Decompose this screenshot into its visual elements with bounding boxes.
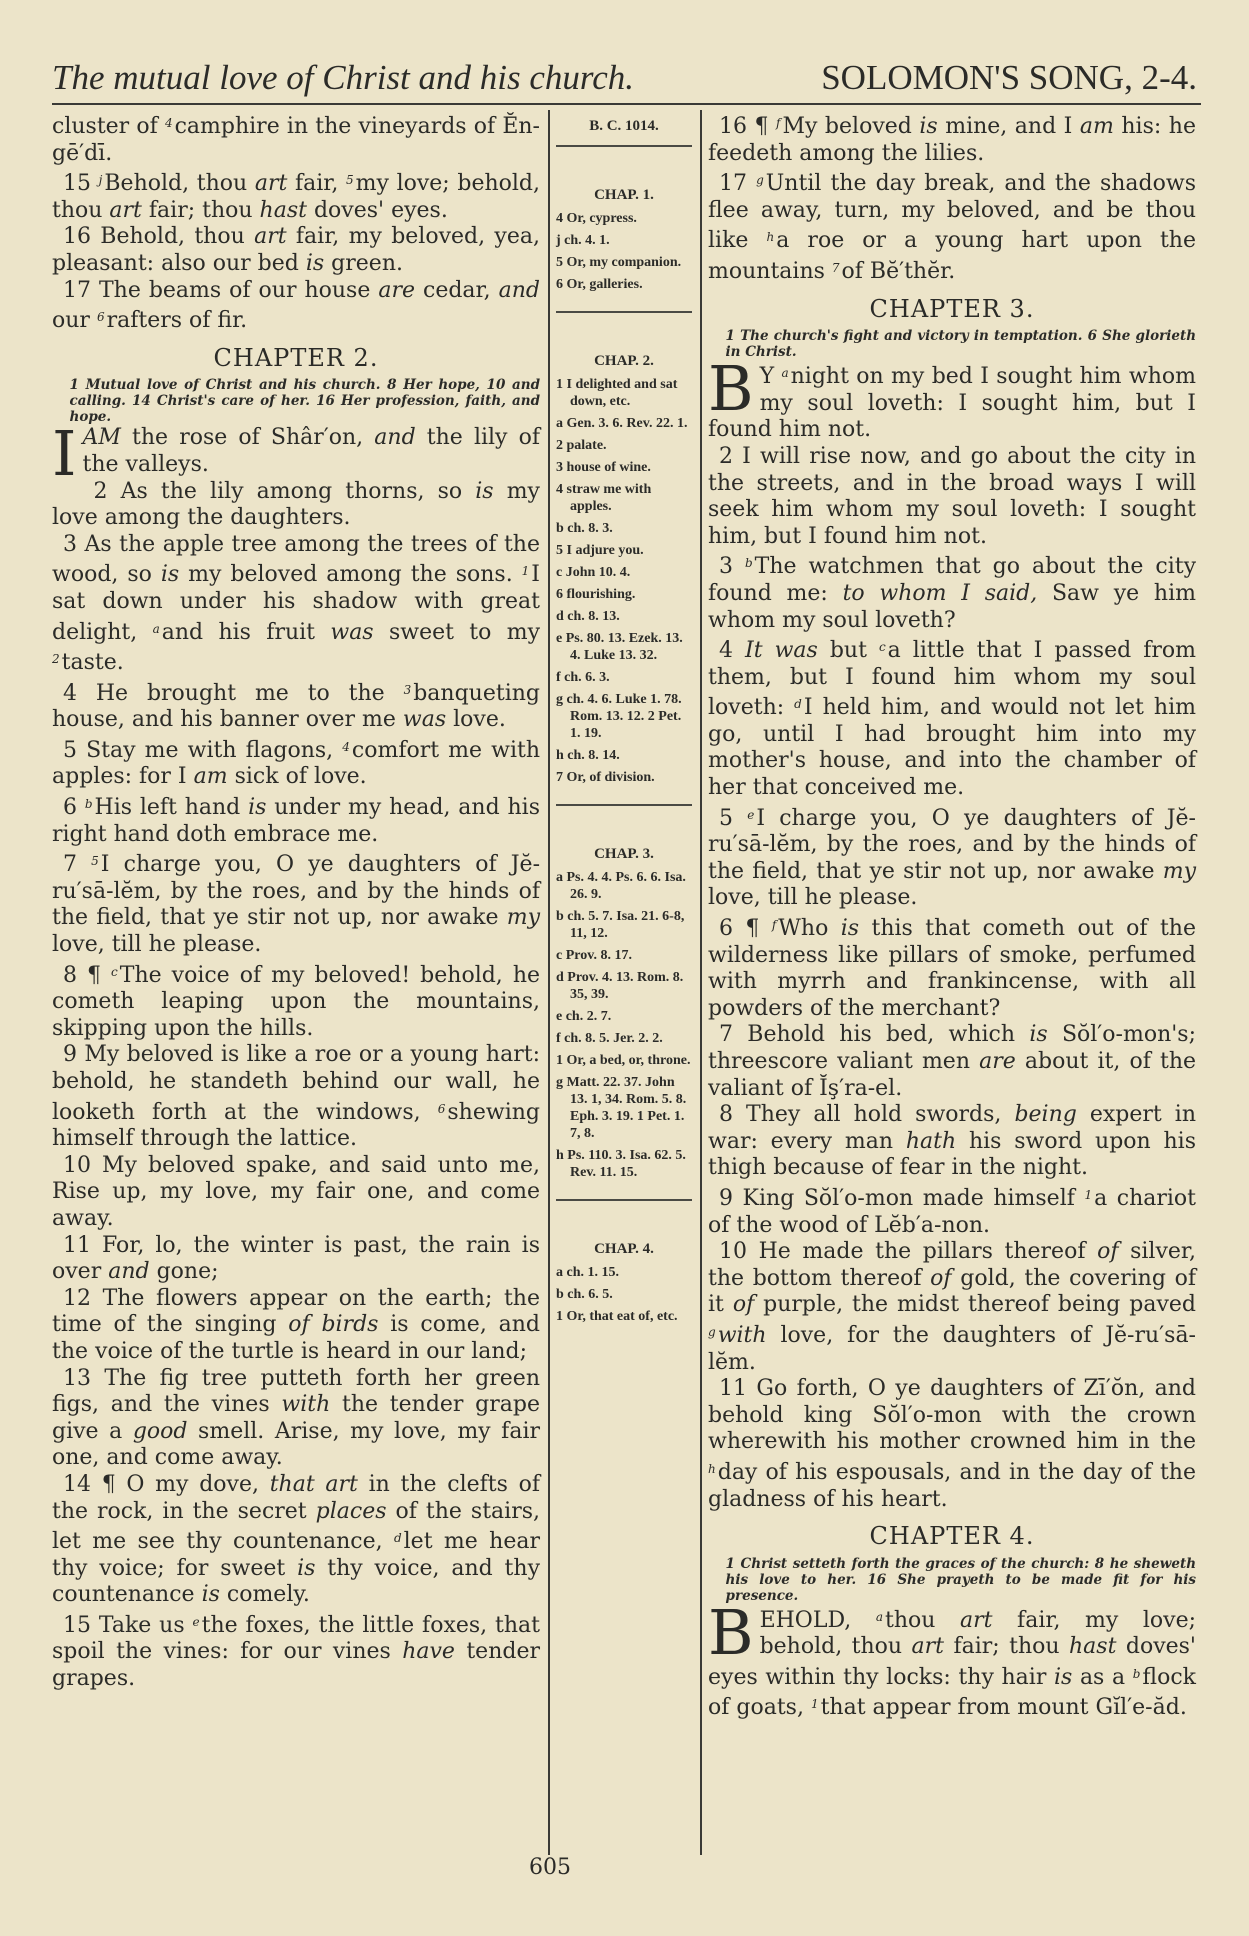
verse-text: day of his espousals, and in the day of the gladness of his heart. bbox=[708, 1459, 1196, 1512]
verse bbox=[708, 1102, 1196, 1182]
verse-text: 15 Take us bbox=[63, 1612, 193, 1638]
verse-text: green. bbox=[324, 250, 403, 276]
italic-word: hath bbox=[905, 1128, 957, 1154]
italic-word: and bbox=[498, 277, 540, 303]
margin-note: e ch. 2. 7. bbox=[556, 1009, 612, 1024]
reference-mark: 7 bbox=[831, 260, 840, 275]
margin-note: b ch. 8. 3. bbox=[556, 521, 613, 536]
italic-word: art bbox=[911, 1634, 944, 1660]
verse bbox=[52, 1286, 540, 1366]
verse-text: gold, the covering of it bbox=[708, 1265, 1196, 1318]
verse-text: 3 bbox=[719, 554, 745, 580]
verse-text: I held him, and would not let him go, until I had brought him into my mother's house, and into the chamber of her that conceived me. bbox=[708, 695, 1196, 801]
italic-word: Her hope, bbox=[403, 377, 480, 394]
italic-word: She prayeth to be made fit for his presence. bbox=[725, 1571, 1196, 1604]
verse bbox=[708, 1595, 1196, 1722]
verse-text: 4 bbox=[719, 638, 746, 664]
verse-text: 15 bbox=[63, 171, 99, 197]
verse-text: Sŏl′o-mon's; threescore valiant men bbox=[708, 1022, 1196, 1074]
italic-word: are bbox=[378, 277, 416, 303]
verse-text: purple, the midst thereof being paved bbox=[754, 1292, 1196, 1318]
verse bbox=[52, 848, 540, 958]
reference-mark: e bbox=[192, 1614, 200, 1629]
verse-text: 8 ¶ bbox=[63, 962, 112, 988]
verse-text: 1 bbox=[725, 1555, 741, 1572]
margin-date: B. C. 1014. bbox=[589, 118, 659, 134]
verse-text: 2 I will rise now, and go about the city in the streets, and in the broad ways I will seek him whom my soul loveth: I sought him, but I found him not. bbox=[708, 443, 1196, 549]
italic-word: is bbox=[305, 250, 325, 276]
verse bbox=[52, 479, 540, 532]
verse bbox=[708, 1182, 1196, 1239]
verse-text: flock of goats, bbox=[708, 1664, 1196, 1721]
italic-word: is bbox=[919, 114, 938, 139]
verse-text: camphire in the vineyards of Ĕn-gē′dī. bbox=[52, 114, 540, 166]
verse-text: comfort me with apples: for I bbox=[52, 737, 541, 790]
margin-chapter-head: CHAP. 3. bbox=[594, 846, 654, 862]
verse-text: the tender grape give a bbox=[52, 1392, 540, 1444]
reference-mark: b bbox=[84, 797, 93, 812]
verse-text: under my head, and his right hand doth embrace me. bbox=[52, 795, 540, 847]
verse-text: 10 bbox=[479, 377, 512, 394]
reference-mark: b bbox=[1132, 1666, 1141, 1681]
verse bbox=[52, 1366, 540, 1472]
italic-word: hast bbox=[1069, 1634, 1117, 1660]
italic-word: is bbox=[1029, 1022, 1048, 1048]
verse-text: I charge you, O ye daughters of Jĕ-ru′sā-lĕm, by the roes, and by the hinds of the field, that ye stir not up, nor awake bbox=[52, 852, 540, 931]
verse-text: 12 The flowers appear on the earth; the time of the singing bbox=[52, 1285, 540, 1338]
verse-text: 17 bbox=[719, 171, 757, 197]
verse-text: Behold, thou bbox=[104, 171, 255, 197]
italic-word: is bbox=[201, 1582, 220, 1608]
margin-note: 7 Or, of division. bbox=[556, 770, 655, 785]
margin-note: 5 I adjure you. bbox=[556, 543, 644, 558]
verse bbox=[708, 352, 1196, 444]
italic-word: She glorieth in Christ. bbox=[725, 328, 1197, 361]
verse bbox=[708, 550, 1196, 634]
verse-text: a roe or a young hart upon the mountains bbox=[708, 228, 1196, 284]
verse-text: 10 He made the pillars thereof bbox=[719, 1239, 1098, 1265]
verse-text: his sword upon his thigh because of fear in the night. bbox=[708, 1128, 1196, 1181]
margin-note: 5 Or, my companion. bbox=[556, 255, 682, 270]
verse-text: 8 They all hold swords, bbox=[719, 1102, 1015, 1128]
reference-mark: c bbox=[111, 964, 118, 979]
margin-note: d Prov. 4. 13. Rom. 8. 35, 39. bbox=[556, 970, 684, 1002]
verse-text: 13 The fig tree putteth forth her green figs, and the vines bbox=[52, 1365, 540, 1418]
italic-word: of birds bbox=[288, 1312, 379, 1338]
verse-text: The watchmen that go about the city found me: bbox=[708, 554, 1196, 606]
margin-note: a Ps. 4. 4. Ps. 6. 6. Isa. 26. 9. bbox=[556, 870, 686, 902]
verse-text: The voice of my beloved! behold, he cometh leaping upon the mountains, skipping upon the hills. bbox=[52, 962, 541, 1041]
verse-text: 9 My beloved is like a roe or a young hart: behold, he standeth behind our wall, he looketh forth at the windows, bbox=[52, 1042, 540, 1125]
verse-text: cedar, bbox=[415, 277, 499, 303]
verse bbox=[708, 1022, 1196, 1102]
verse-text: that appear from mount Gĭl′e-ăd. bbox=[820, 1695, 1187, 1721]
verse-text: love. bbox=[446, 707, 506, 733]
verse-text: 9 King Sŏl′o-mon made himself bbox=[719, 1185, 1085, 1211]
chapter-heading: CHAPTER 4. bbox=[869, 1522, 1035, 1551]
verse bbox=[708, 1239, 1196, 1376]
verse-text: love, for the daughters of Jĕ-ru′sā-lĕm. bbox=[708, 1322, 1196, 1375]
verse-text: but bbox=[817, 638, 879, 664]
reference-mark: g bbox=[756, 173, 764, 188]
verse-text: I sat down under his shadow with great delight, bbox=[52, 562, 540, 645]
margin-note: 4 straw me with apples. bbox=[556, 482, 652, 514]
verse-text: comely. bbox=[219, 1582, 310, 1608]
verse-text: is come, and the voice of the turtle is heard in our land; bbox=[52, 1312, 540, 1364]
verse-text: 3 As the apple tree among the trees of the wood, so bbox=[52, 531, 540, 588]
verse-text: 14 bbox=[125, 393, 157, 410]
reference-mark: 1 bbox=[810, 1697, 819, 1712]
verse-text: banqueting house, and his banner over me bbox=[52, 680, 540, 733]
verse-text: cluster of bbox=[52, 114, 165, 139]
verse bbox=[52, 677, 540, 734]
italic-word: of bbox=[930, 1265, 952, 1291]
chapter-heading: CHAPTER 3. bbox=[869, 294, 1035, 323]
verse bbox=[52, 110, 540, 167]
italic-word: good bbox=[132, 1418, 188, 1444]
italic-word: is bbox=[248, 795, 267, 821]
margin-note: h ch. 8. 14. bbox=[556, 748, 620, 763]
reference-mark: 6 bbox=[96, 310, 105, 325]
verse bbox=[52, 1153, 540, 1233]
italic-word: AM bbox=[82, 425, 121, 451]
verse-text: 10 My beloved spake, and said unto me, Rise up, my love, my fair one, and come away. bbox=[52, 1152, 540, 1231]
margin-note: 6 flourishing. bbox=[556, 587, 636, 602]
verse bbox=[708, 1376, 1196, 1513]
margin-note: b ch. 6. 5. bbox=[556, 1287, 613, 1302]
verse-text: mine, and I bbox=[937, 114, 1080, 139]
verse-text: let me hear thy voice; for sweet bbox=[52, 1529, 540, 1581]
margin-chapter-head: CHAP. 4. bbox=[594, 1241, 654, 1257]
italic-word: to whom I said, bbox=[842, 580, 1038, 606]
reference-mark: j bbox=[98, 173, 103, 188]
reference-mark: g bbox=[708, 1324, 716, 1339]
verse bbox=[708, 634, 1196, 802]
verse-text: doves' eyes within thy locks: thy hair bbox=[708, 1634, 1196, 1690]
verse-text: Who bbox=[778, 916, 841, 942]
margin-note: 1 Or, a bed, or, throne. bbox=[556, 1053, 691, 1068]
verse-text: thy voice, and thy countenance bbox=[52, 1555, 540, 1608]
verse-text: smell. Arise, my love, my fair one, and come away. bbox=[52, 1418, 540, 1471]
italic-word: art bbox=[960, 1607, 993, 1633]
verse bbox=[52, 224, 540, 277]
verse-text: 16 bbox=[310, 393, 341, 410]
verse-text: 16 Behold, thou bbox=[63, 224, 255, 250]
verse-text: 8 bbox=[1089, 1555, 1110, 1572]
verse-text: and his fruit bbox=[161, 619, 331, 645]
reference-mark: a bbox=[781, 366, 789, 381]
italic-word: with bbox=[281, 1392, 331, 1418]
italic-word: of bbox=[1097, 1239, 1119, 1265]
verse-text: shewing himself through the lattice. bbox=[52, 1099, 540, 1152]
margin-rule bbox=[556, 1199, 692, 1201]
verse-text: love, till he please. bbox=[708, 885, 918, 911]
reference-mark: 1 bbox=[521, 564, 530, 579]
verse-text: 7 Behold his bed, which bbox=[719, 1022, 1030, 1048]
italic-word: It was bbox=[745, 638, 818, 664]
reference-mark: f bbox=[771, 918, 777, 933]
verse-text: the rose of Shâr′on, bbox=[120, 425, 375, 451]
chapter-summary bbox=[708, 328, 1196, 360]
italic-word: my bbox=[506, 905, 540, 931]
header-rule bbox=[52, 103, 1201, 105]
verse-text: 6 bbox=[1082, 328, 1103, 345]
verse-text: night on my bed I sought him whom my soul loveth: I sought him, but I found him not. bbox=[708, 364, 1196, 443]
verse-text: silver, the bottom thereof bbox=[708, 1239, 1196, 1291]
margin-note: a Gen. 3. 6. Rev. 22. 1. bbox=[556, 416, 688, 431]
verse-text: doves' eyes. bbox=[306, 197, 448, 223]
verse-text: 16 ¶ bbox=[719, 114, 777, 139]
reference-mark: h bbox=[708, 1461, 716, 1476]
verse-text: 1 bbox=[69, 377, 86, 394]
verse-text: rafters of fir. bbox=[106, 308, 248, 334]
verse-text: the lily of the valleys. bbox=[82, 425, 540, 477]
italic-word: am bbox=[1079, 114, 1114, 139]
margin-note: 2 palate. bbox=[556, 438, 607, 453]
verse-text: 4 He brought me to the bbox=[63, 680, 404, 706]
verse-text: a little that I passed from them, but I found him whom my soul loveth: bbox=[708, 638, 1196, 721]
italic-word: art bbox=[254, 171, 288, 197]
italic-word: are bbox=[979, 1049, 1016, 1074]
italic-word: being bbox=[1014, 1102, 1077, 1128]
verse-text: the foxes, the little foxes, that spoil the vines: for our vines bbox=[52, 1612, 540, 1665]
verse-text: I charge you, O ye daughters of Jĕ-ru′sā-lĕm, by the roes, and by the hinds of the field, that ye stir not up, nor awake bbox=[708, 805, 1196, 884]
verse-text: His left hand bbox=[94, 795, 249, 821]
verse-text: 11 For, lo, the winter is past, the rain is over bbox=[52, 1232, 540, 1285]
verse bbox=[52, 167, 540, 224]
reference-mark: b bbox=[744, 556, 753, 571]
italic-word: is bbox=[840, 916, 860, 942]
italic-word: of bbox=[732, 1292, 755, 1318]
verse bbox=[52, 791, 540, 848]
italic-word: is bbox=[475, 478, 494, 504]
verse bbox=[52, 278, 540, 335]
column-divider-left bbox=[548, 110, 550, 1855]
verse-text: his: he feedeth among the lilies. bbox=[708, 114, 1196, 166]
running-head-left: The mutual love of Christ and his church. bbox=[52, 58, 635, 97]
margin-note: 1 Or, that eat of, etc. bbox=[556, 1309, 678, 1324]
marginal-references bbox=[556, 112, 692, 1330]
verse-text: love, till he please. bbox=[52, 932, 262, 958]
verse-text: fair, bbox=[287, 171, 346, 197]
italic-word: am bbox=[193, 764, 228, 790]
margin-note: h Ps. 110. 3. Isa. 62. 5. Rev. 11. 15. bbox=[556, 1148, 686, 1180]
verse bbox=[52, 532, 540, 677]
reference-mark: 4 bbox=[342, 739, 350, 754]
verse-text: my love; behold, thou bbox=[52, 171, 540, 223]
verse-text: My beloved bbox=[782, 114, 920, 139]
chapter-heading: CHAPTER 2. bbox=[213, 343, 379, 372]
italic-word: my bbox=[1162, 858, 1196, 884]
italic-word: places bbox=[315, 1498, 387, 1524]
margin-note: g Matt. 22. 37. John 13. 1, 34. Rom. 5. 8. Eph. 3. 19. 1 Pet. 1. 7, 8. bbox=[556, 1075, 687, 1141]
italic-word: art bbox=[109, 197, 142, 223]
verse-text: my beloved among the sons. bbox=[179, 562, 522, 588]
italic-word: he sheweth his love to her. bbox=[725, 1555, 1197, 1588]
running-head-right: SOLOMON'S SONG, 2-4. bbox=[821, 58, 1197, 97]
verse-text: a chariot of the wood of Lĕb′a-non. bbox=[708, 1185, 1196, 1238]
margin-note: j ch. 4. 1. bbox=[556, 233, 610, 248]
verse-text: my love among the daughters. bbox=[52, 478, 540, 531]
verse-text: taste. bbox=[61, 650, 124, 676]
verse-text: 5 Stay me with flagons, bbox=[63, 737, 343, 763]
verse-text: Until the day break, and the shadows flee away, turn, my beloved, and be thou like bbox=[708, 171, 1196, 254]
margin-note: a ch. 1. 15. bbox=[556, 1265, 619, 1280]
margin-chapter-head: CHAP. 1. bbox=[594, 187, 654, 203]
italic-word: Her profession, faith, and hope. bbox=[69, 393, 541, 426]
verse-text: in the clefts of the rock, in the secret bbox=[52, 1471, 541, 1524]
verse-text: as a bbox=[1072, 1664, 1133, 1690]
column-divider-right bbox=[700, 110, 702, 1855]
italic-word: and bbox=[374, 425, 416, 451]
verse-text: 14 ¶ O my dove, bbox=[63, 1471, 270, 1497]
reference-mark: 4 bbox=[164, 116, 173, 130]
verse-text: 11 Go forth, O ye daughters of Zī′ŏn, and behold king Sŏl′o-mon with the crown wherewith his mother crowned him in the bbox=[708, 1376, 1196, 1455]
margin-note: 1 I delighted and sat down, etc. bbox=[556, 377, 678, 409]
verse bbox=[52, 1609, 540, 1693]
reference-mark: d bbox=[393, 1531, 402, 1546]
italic-word: Christ setteth forth the graces of the church: bbox=[740, 1555, 1090, 1572]
verse bbox=[708, 167, 1196, 285]
margin-chapter-head: CHAP. 2. bbox=[594, 353, 654, 369]
verse bbox=[708, 912, 1196, 1022]
italic-word: is bbox=[297, 1555, 316, 1581]
reference-mark: 6 bbox=[437, 1101, 446, 1116]
italic-word: Christ's care of her. bbox=[156, 393, 310, 410]
verse-text: 8 bbox=[380, 377, 404, 394]
italic-word: was bbox=[402, 707, 447, 733]
italic-word: that art bbox=[269, 1471, 358, 1497]
italic-word: was bbox=[330, 619, 374, 645]
verse-text: fair; thou bbox=[944, 1634, 1069, 1660]
verse-text: EHOLD, bbox=[759, 1607, 876, 1633]
verse-text: thou bbox=[885, 1607, 961, 1633]
chapter-summary bbox=[52, 377, 540, 425]
verse bbox=[52, 734, 540, 791]
italic-word: The church's fight and victory in temptation. bbox=[740, 328, 1083, 345]
verse-text: of Bĕ′thĕr. bbox=[841, 258, 956, 284]
italic-word: art bbox=[254, 224, 287, 250]
margin-note: 3 house of wine. bbox=[556, 460, 651, 475]
italic-word: hast bbox=[259, 197, 307, 223]
drop-cap: B bbox=[708, 1595, 754, 1669]
verse bbox=[52, 1042, 540, 1152]
margin-rule bbox=[556, 145, 692, 147]
reference-mark: 5 bbox=[91, 854, 99, 869]
verse-text: 5 bbox=[719, 805, 748, 831]
reference-mark: e bbox=[747, 807, 755, 822]
verse-text: gone; bbox=[149, 1259, 219, 1285]
margin-note: c Prov. 8. 17. bbox=[556, 948, 632, 963]
verse bbox=[708, 110, 1196, 167]
left-text-column bbox=[52, 110, 540, 1693]
verse-text: fair, my love; behold, thou bbox=[759, 1607, 1196, 1660]
verse-text: sweet to my bbox=[373, 619, 540, 645]
reference-mark: f bbox=[776, 116, 781, 130]
verse-text: 7 bbox=[63, 852, 92, 878]
verse-text: this that cometh out of the wilderness like pillars of smoke, perfumed with myrrh and frankincense, with all powders of the merchant? bbox=[708, 916, 1196, 1021]
verse-text: sick of love. bbox=[227, 764, 367, 790]
verse-text: about it, of the valiant of Ĭş′ra-el. bbox=[708, 1049, 1197, 1101]
verse-text: expert in war: every man bbox=[708, 1102, 1196, 1154]
verse-text: 6 ¶ bbox=[719, 916, 772, 942]
verse-text: tender grapes. bbox=[52, 1639, 540, 1692]
reference-mark: 2 bbox=[52, 652, 60, 667]
verse-text: 2 As the lily among thorns, so bbox=[93, 478, 476, 504]
reference-mark: h bbox=[766, 230, 775, 245]
italic-word: have bbox=[402, 1639, 455, 1665]
drop-cap: I bbox=[52, 417, 77, 491]
verse-text: fair, my beloved, yea, pleasant: also our bed bbox=[52, 224, 540, 276]
verse-text: 17 The beams of our house bbox=[63, 277, 379, 303]
verse bbox=[708, 444, 1196, 550]
italic-word: and calling. bbox=[69, 377, 541, 410]
page-number: 605 bbox=[529, 1855, 571, 1880]
margin-note: 6 Or, galleries. bbox=[556, 277, 643, 292]
reference-mark: a bbox=[875, 1609, 884, 1624]
margin-note: f ch. 6. 3. bbox=[556, 670, 610, 685]
verse bbox=[52, 1233, 540, 1286]
margin-rule bbox=[556, 311, 692, 313]
margin-note: 4 Or, cypress. bbox=[556, 211, 637, 226]
verse-text: 6 bbox=[63, 795, 85, 821]
verse bbox=[52, 959, 540, 1043]
margin-rule bbox=[556, 804, 692, 806]
margin-note: c John 10. 4. bbox=[556, 565, 631, 580]
italic-word: with bbox=[717, 1322, 767, 1348]
italic-word: is bbox=[160, 562, 180, 588]
margin-note: d ch. 8. 13. bbox=[556, 609, 620, 624]
margin-note: f ch. 8. 5. Jer. 2. 2. bbox=[556, 1031, 663, 1046]
italic-word: and bbox=[108, 1259, 150, 1285]
reference-mark: 3 bbox=[403, 682, 412, 697]
verse-text: fair; thou bbox=[141, 197, 260, 223]
verse-text: Saw ye him whom my soul loveth? bbox=[708, 580, 1196, 633]
reference-mark: 1 bbox=[1084, 1187, 1093, 1202]
margin-note: b ch. 5. 7. Isa. 21. 6-8, 11, 12. bbox=[556, 909, 685, 941]
margin-note: e Ps. 80. 13. Ezek. 13. 4. Luke 13. 32. bbox=[556, 631, 683, 663]
chapter-summary bbox=[708, 1556, 1196, 1604]
verse-text: of the stairs, let me see thy countenance, bbox=[52, 1498, 540, 1555]
reference-mark: 5 bbox=[346, 173, 354, 188]
verse bbox=[708, 802, 1196, 912]
verse-text: Y bbox=[759, 364, 782, 390]
right-text-column bbox=[708, 110, 1196, 1722]
verse-text: 1 bbox=[725, 328, 741, 345]
verse-text: our bbox=[52, 308, 97, 334]
reference-mark: d bbox=[794, 697, 802, 712]
verse bbox=[52, 1472, 540, 1609]
margin-note: g ch. 4. 6. Luke 1. 78. Rom. 13. 12. 2 Pet. 1. 19. bbox=[556, 692, 682, 741]
verse-text: 16 bbox=[856, 1571, 898, 1588]
italic-word: Mutual love of Christ and his church. bbox=[85, 377, 381, 394]
reference-mark: a bbox=[152, 621, 160, 636]
italic-word: is bbox=[1053, 1664, 1073, 1690]
reference-mark: c bbox=[878, 640, 886, 655]
drop-cap: B bbox=[708, 352, 754, 426]
